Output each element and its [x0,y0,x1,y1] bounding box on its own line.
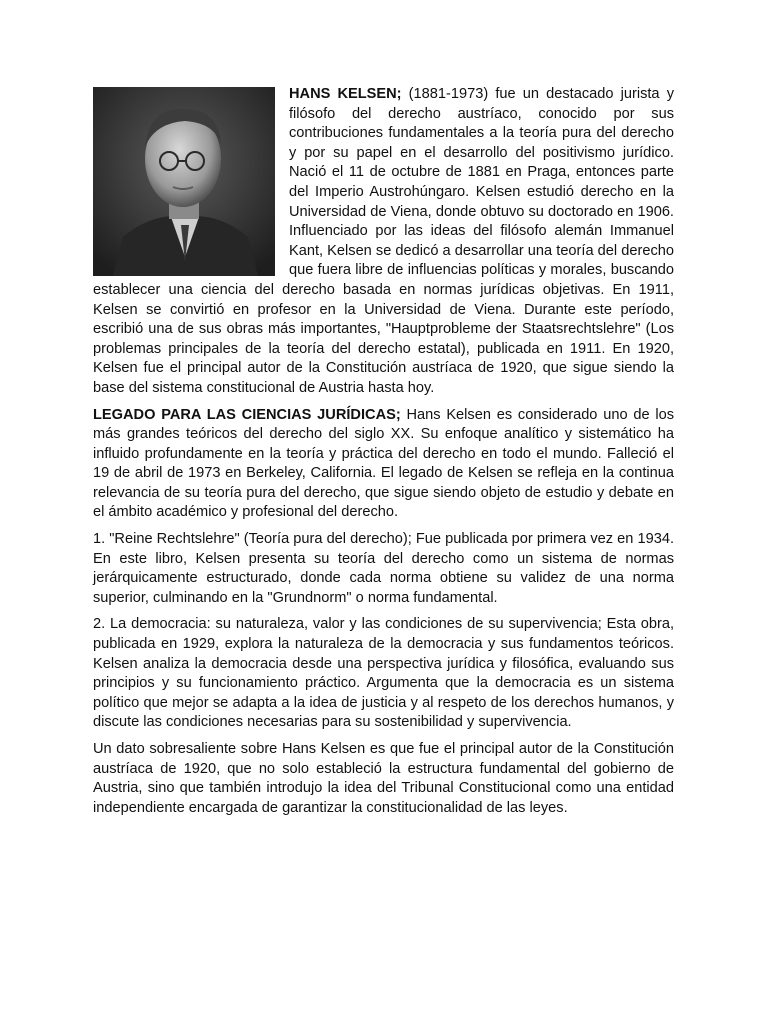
document-page [93,85,674,825]
intro-heading: HANS KELSEN; [289,86,402,102]
intro-paragraph [93,85,674,399]
portrait-photo [93,87,275,276]
list-item-2: 2. La democracia: su naturaleza, valor y las condiciones de su supervivencia; Esta obra, publicada en 1929, explora la naturaleza de la democracia y sus fundamentos teóricos. Kelsen analiza la democracia desde una perspectiva jurídica y filosófica, evaluando sus principios y su funcionamiento práctico. Argumenta que la democracia es un sistema político que mejor se adapta a la idea de justicia y al respeto de los derechos humanos, y discute las condiciones necesarias para su sostenibilidad y supervivencia. [93,616,674,731]
closing-paragraph: Un dato sobresaliente sobre Hans Kelsen es que fue el principal autor de la Constitución austríaca de 1920, que no solo estableció la estructura fundamental del gobierno de Austria, sino que también introdujo la idea del Tribunal Constitucional como una entidad independiente encargada de garantizar la constitucionalidad de las leyes. [93,741,674,816]
legado-paragraph [93,406,674,524]
legado-text: Hans Kelsen es considerado uno de los más grandes teóricos del derecho del siglo XX. Su enfoque analítico y sistemático ha influido profundamente en la teoría y práctica del derecho en todo el mundo. Falleció el 19 de abril de 1973 en Berkeley, California. El legado de Kelsen se refleja en la continua relevancia de su teoría pura del derecho, que sigue siendo objeto de estudio y debate en el ámbito académico y profesional del derecho. [93,406,674,521]
intro-text: (1881-1973) fue un destacado jurista y filósofo del derecho austríaco, conocido por sus contribuciones fundamentales a la teoría pura del derecho y por su papel en el desarrollo del positivismo jurídico. Nació el 11 de octubre de 1881 en Praga, entonces parte del Imperio Austrohúngaro. Kelsen estudió derecho en la Universidad de Viena, donde obtuvo su doctorado en 1906. Influenciado por las ideas del filósofo alemán Immanuel Kant, Kelsen se dedicó a desarrollar una teoría del derecho que fuera libre de influencias políticas y morales, buscando establecer una ciencia del derecho basada en normas jurídicas objetivas. En 1911, Kelsen se convirtió en profesor en la Universidad de Viena. Durante este período, escribió una de sus obras más importantes, "Hauptprobleme der Staatsrechtslehre" (Los problemas principales de la teoría del derecho estatal), publicada en 1911. En 1920, Kelsen fue el principal autor de la Constitución austríaca de 1920, que sigue siendo la base del sistema constitucional de Austria hasta hoy. [93,86,674,396]
list-item-1: 1. "Reine Rechtslehre" (Teoría pura del derecho); Fue publicada por primera vez en 1934. En este libro, Kelsen presenta su teoría del derecho como un sistema de normas jerárquicamente estructurado, donde cada norma obtiene su validez de una norma superior, culminando en la "Grundnorm" o norma fundamental. [93,531,674,606]
legado-heading: LEGADO PARA LAS CIENCIAS JURÍDICAS; [93,406,401,423]
